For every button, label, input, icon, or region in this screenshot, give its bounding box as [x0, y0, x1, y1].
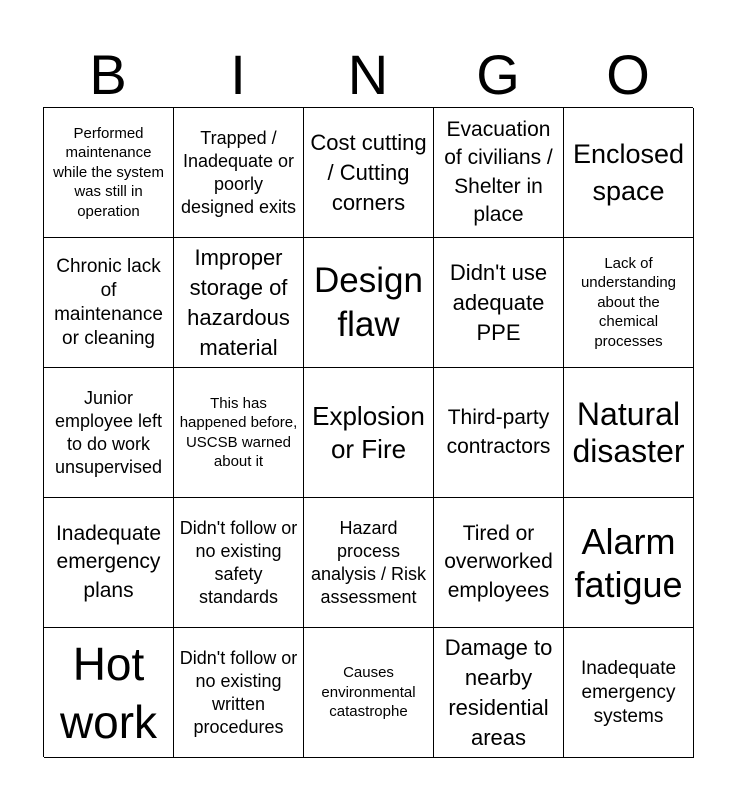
bingo-cell[interactable] — [564, 498, 694, 628]
bingo-cell[interactable] — [174, 368, 304, 498]
bingo-cell-text: Evacuation of civilians / Shelter in place — [444, 117, 553, 226]
bingo-cell-text: Alarm fatigue — [574, 520, 683, 605]
bingo-cell-text: Improper storage of hazardous material — [187, 244, 290, 360]
bingo-cell-text: Design flaw — [314, 260, 423, 344]
bingo-cell-text: Junior employee left to do work unsupervised — [54, 387, 163, 477]
bingo-cell[interactable] — [44, 368, 174, 498]
bingo-cell[interactable] — [564, 108, 694, 238]
bingo-card-grid — [43, 107, 693, 757]
header-letter-i: I — [230, 43, 246, 106]
bingo-cell[interactable] — [434, 108, 564, 238]
bingo-cell[interactable] — [174, 238, 304, 368]
bingo-cell-text: Performed maintenance while the system was still in operation — [53, 124, 164, 220]
header-letter-n: N — [347, 43, 389, 106]
bingo-cell-text: Hazard process analysis / Risk assessment — [310, 517, 427, 607]
header-letter-b: B — [89, 43, 127, 106]
bingo-cell[interactable] — [174, 628, 304, 758]
bingo-cell[interactable] — [434, 238, 564, 368]
bingo-cell[interactable] — [304, 238, 434, 368]
bingo-cell-text: Tired or overworked employees — [444, 521, 553, 602]
bingo-cell[interactable] — [304, 108, 434, 238]
bingo-cell[interactable] — [304, 368, 434, 498]
bingo-cell-text: This has happened before, USCSB warned about it — [179, 394, 298, 470]
bingo-cell[interactable] — [564, 628, 694, 758]
bingo-cell-text: Didn't follow or no existing safety standards — [179, 517, 298, 607]
bingo-cell[interactable] — [564, 238, 694, 368]
bingo-cell[interactable] — [304, 498, 434, 628]
bingo-cell[interactable] — [44, 498, 174, 628]
header-letter-g: G — [476, 43, 520, 106]
bingo-cell-text: Cost cutting / Cutting corners — [310, 129, 427, 215]
bingo-cell-text: Damage to nearby residential areas — [444, 634, 553, 750]
bingo-cell[interactable] — [564, 368, 694, 498]
bingo-cell[interactable] — [174, 108, 304, 238]
bingo-cell-text: Trapped / Inadequate or poorly designed exits — [180, 127, 297, 217]
bingo-cell[interactable] — [174, 498, 304, 628]
bingo-cell-text: Hot work — [59, 637, 158, 748]
bingo-cell-text: Inadequate emergency plans — [55, 521, 162, 602]
bingo-cell[interactable] — [434, 498, 564, 628]
bingo-cell-text: Enclosed space — [572, 138, 685, 206]
bingo-header — [43, 44, 693, 106]
bingo-cell-text: Lack of understanding about the chemical processes — [580, 254, 677, 350]
bingo-cell-text: Inadequate emergency systems — [580, 657, 677, 727]
bingo-cell-text: Chronic lack of maintenance or cleaning — [54, 255, 163, 349]
bingo-cell-text: Natural disaster — [572, 395, 685, 469]
bingo-cell-text: Didn't follow or no existing written procedures — [179, 647, 298, 737]
bingo-cell-text: Explosion or Fire — [312, 400, 425, 464]
bingo-cell[interactable] — [44, 238, 174, 368]
bingo-cell[interactable] — [434, 628, 564, 758]
bingo-cell[interactable] — [434, 368, 564, 498]
bingo-cell-text: Third-party contractors — [446, 406, 551, 458]
bingo-cell-text: Didn't use adequate PPE — [449, 259, 548, 345]
bingo-cell[interactable] — [44, 628, 174, 758]
bingo-cell[interactable] — [44, 108, 174, 238]
bingo-cell[interactable] — [304, 628, 434, 758]
bingo-cell-text: Causes environmental catastrophe — [321, 664, 416, 721]
header-letter-o: O — [606, 43, 650, 106]
